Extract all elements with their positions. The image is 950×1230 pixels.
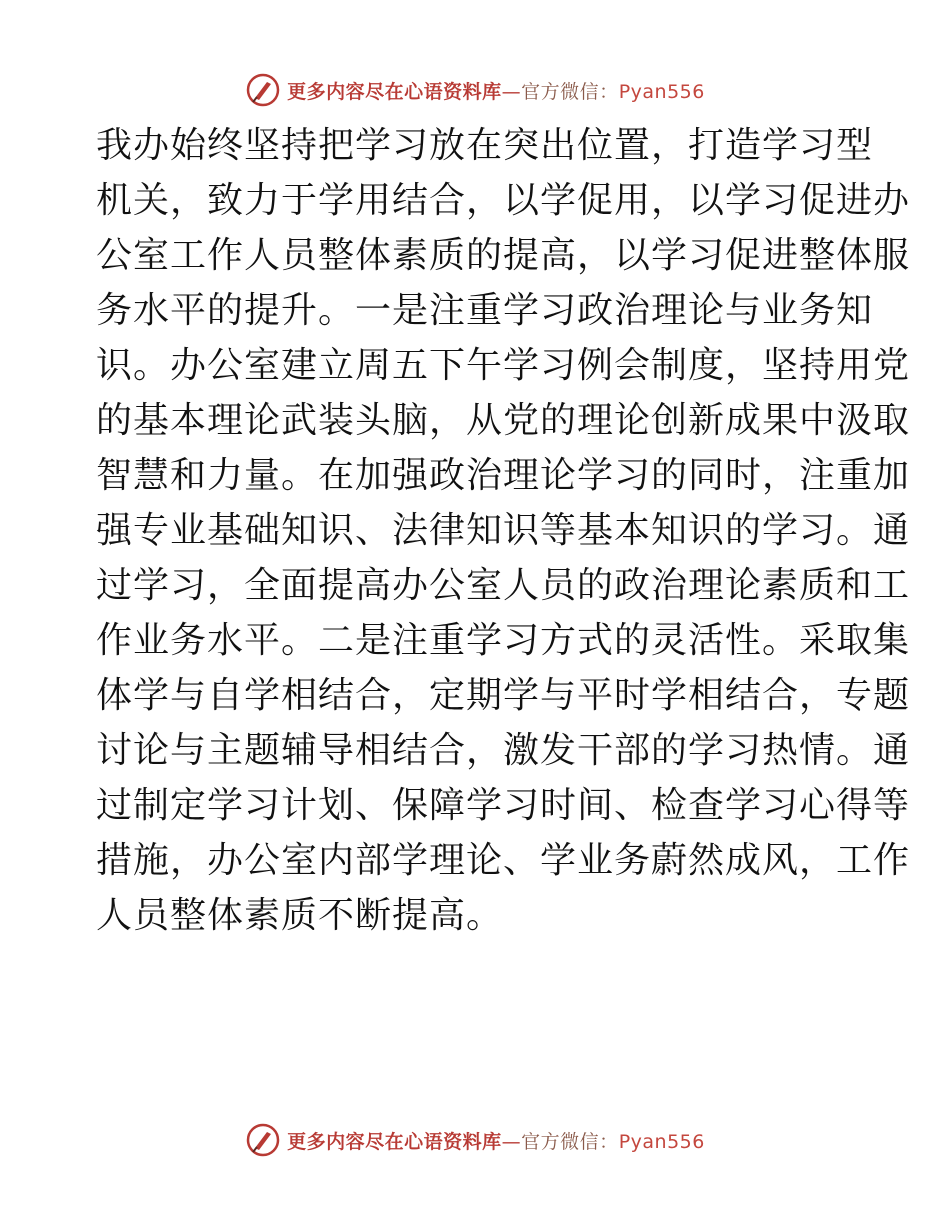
paragraph-line: 我办始终坚持把学习放在突出位置，打造学习型 <box>96 125 874 166</box>
paragraph-line: 的基本理论武装头脑，从党的理论创新成果中汲取 <box>96 400 911 441</box>
paragraph-line: 过学习，全面提高办公室人员的政治理论素质和工 <box>96 565 911 606</box>
banner-wechat-label: 官方微信： <box>521 1130 619 1153</box>
banner-wechat-id: Pyan556 <box>618 80 705 103</box>
banner-main-text: 更多内容尽在心语资料库 <box>287 1130 502 1153</box>
banner-wechat-id: Pyan556 <box>618 1130 705 1153</box>
paragraph-line: 讨论与主题辅导相结合，激发干部的学习热情。通 <box>96 730 911 771</box>
paragraph-line: 机关，致力于学用结合，以学促用，以学习促进办 <box>96 180 911 221</box>
paragraph-line: 作业务水平。二是注重学习方式的灵活性。采取集 <box>96 620 911 661</box>
banner-text <box>287 77 705 104</box>
paragraph-line: 措施，办公室内部学理论、学业务蔚然成风，工作 <box>96 840 911 881</box>
banner-main-text: 更多内容尽在心语资料库 <box>287 80 502 103</box>
paragraph-line: 智慧和力量。在加强政治理论学习的同时，注重加 <box>96 455 911 496</box>
paragraph-line: 务水平的提升。一是注重学习政治理论与业务知 <box>96 290 874 331</box>
banner-dash: — <box>501 1130 522 1153</box>
paragraph-line: 人员整体素质不断提高。 <box>96 895 504 936</box>
quill-pen-icon <box>245 1122 281 1158</box>
quill-pen-icon <box>245 72 281 108</box>
banner-text <box>287 1127 705 1154</box>
banner-wechat-label: 官方微信： <box>521 80 619 103</box>
paragraph-line: 公室工作人员整体素质的提高，以学习促进整体服 <box>96 235 911 276</box>
paragraph-line: 体学与自学相结合，定期学与平时学相结合，专题 <box>96 675 911 716</box>
document-paragraph <box>96 118 911 943</box>
paragraph-line: 强专业基础知识、法律知识等基本知识的学习。通 <box>96 510 911 551</box>
paragraph-line: 过制定学习计划、保障学习时间、检查学习心得等 <box>96 785 911 826</box>
header-banner <box>0 72 950 108</box>
footer-banner <box>0 1122 950 1158</box>
paragraph-line: 识。办公室建立周五下午学习例会制度，坚持用党 <box>96 345 911 386</box>
banner-dash: — <box>501 80 522 103</box>
